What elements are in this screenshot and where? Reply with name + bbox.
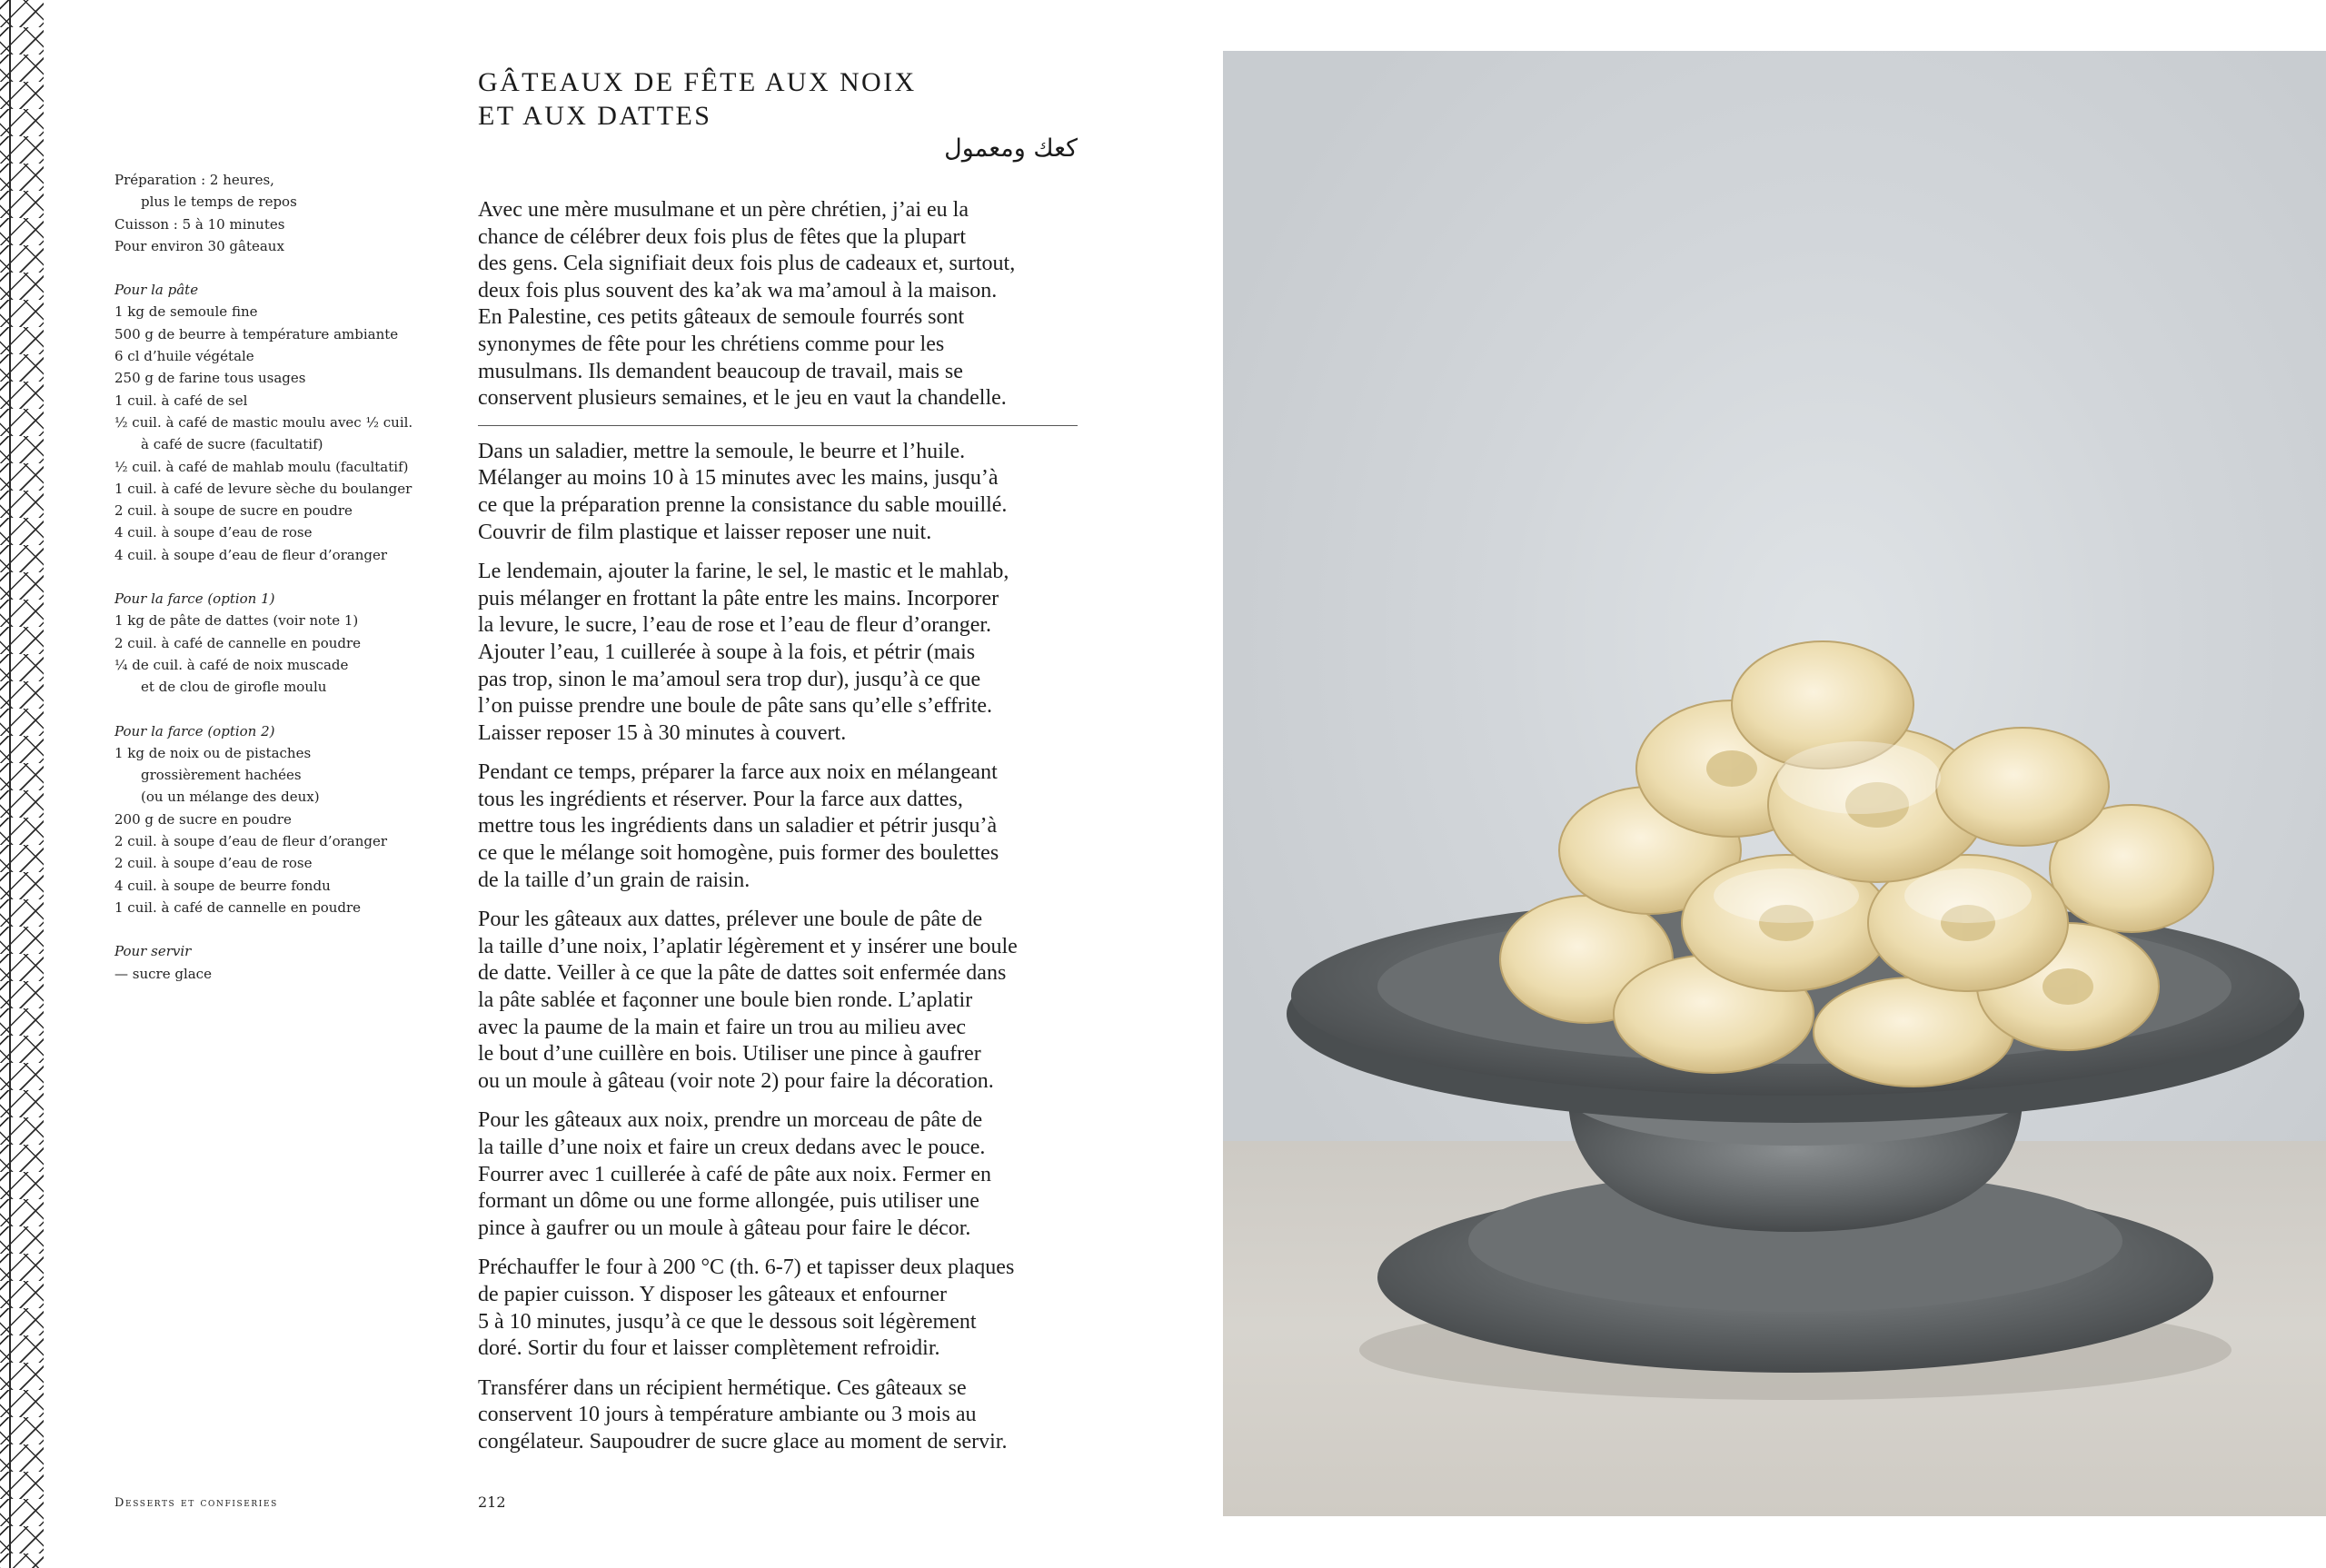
- intro-line: chance de célébrer deux fois plus de fêtes que la plupart: [478, 224, 967, 249]
- method-line: de datte. Veiller à ce que la pâte de dattes soit enfermée dans: [478, 961, 1007, 986]
- method-line: Mélanger au moins 10 à 15 minutes avec les mains, jusqu’à: [478, 466, 999, 491]
- method-line: Fourrer avec 1 cuillerée à café de pâte aux noix. Fermer en: [478, 1162, 992, 1186]
- ingredient-line: — sucre glace: [114, 965, 212, 982]
- intro-line: Avec une mère musulmane et un père chrétien, j’ai eu la: [478, 198, 969, 222]
- pewter-stand-with-cookies: [1223, 51, 2326, 1516]
- ingredient-line: 4 cuil. à soupe de beurre fondu: [114, 877, 331, 894]
- group-spacer: [114, 257, 423, 279]
- method-line: congélateur. Saupoudrer de sucre glace au moment de servir.: [478, 1429, 1008, 1454]
- method-line: avec la paume de la main et faire un trou au milieu avec: [478, 1015, 967, 1039]
- ingredient-line: 1 cuil. à café de levure sèche du boulanger: [114, 480, 413, 497]
- ingredient-line: 2 cuil. à soupe d’eau de rose: [114, 855, 313, 872]
- method-step: [478, 907, 1078, 1095]
- ingredient-group-heading: Pour servir: [114, 943, 192, 960]
- ingredient-group-heading: Pour la farce (option 1): [114, 590, 275, 608]
- recipe-title: [478, 65, 1078, 133]
- ingredient-line: ¼ de cuil. à café de noix muscade: [114, 656, 349, 673]
- ingredient-line: 2 cuil. à soupe d’eau de fleur d’oranger: [114, 833, 388, 850]
- yield: Pour environ 30 gâteaux: [114, 237, 284, 254]
- ingredient-line: 1 kg de noix ou de pistaches: [114, 744, 312, 761]
- intro-line: musulmans. Ils demandent beaucoup de travail, mais se: [478, 359, 963, 383]
- ingredient-line: 4 cuil. à soupe d’eau de rose: [114, 524, 313, 541]
- decorative-border: [0, 0, 44, 1568]
- ingredient-line: 500 g de beurre à température ambiante: [114, 325, 399, 342]
- method-line: ou un moule à gâteau (voir note 2) pour faire la décoration.: [478, 1068, 994, 1093]
- recipe-title-arabic: كعك ومعمول: [944, 134, 1078, 163]
- ingredient-line: 4 cuil. à soupe d’eau de fleur d’oranger: [114, 546, 388, 563]
- method-line: mettre tous les ingrédients dans un saladier et pétrir jusqu’à: [478, 814, 998, 839]
- ingredient-line: ½ cuil. à café de mahlab moulu (facultatif): [114, 458, 409, 475]
- recipe-body: [478, 197, 1078, 1469]
- method-line: Transférer dans un récipient hermétique. Ces gâteaux se: [478, 1375, 967, 1400]
- method-line: la taille d’une noix et faire un creux dedans avec le pouce.: [478, 1136, 986, 1159]
- decorative-border-spine: [9, 0, 11, 1568]
- method-line: puis mélanger en frottant la pâte entre les mains. Incorporer: [478, 586, 999, 610]
- intro-line: deux fois plus souvent des ka’ak wa ma’amoul à la maison.: [478, 278, 998, 303]
- group-spacer: [114, 566, 423, 588]
- method-line: le bout d’une cuillère en bois. Utiliser une pince à gaufrer: [478, 1042, 981, 1067]
- method-line: tous les ingrédients et réserver. Pour la farce aux dattes,: [478, 787, 963, 811]
- method-line: l’on puisse prendre une boule de pâte sans qu’elle s’effrite.: [478, 694, 993, 719]
- recipe-title-line-1: GÂTEAUX DE FÊTE AUX NOIX: [478, 67, 917, 97]
- ingredient-group-heading: Pour la pâte: [114, 282, 199, 299]
- method-line: Laisser reposer 15 à 30 minutes à couvert.: [478, 720, 847, 745]
- ingredient-line: ½ cuil. à café de mastic moulu avec ½ cuil.: [114, 413, 413, 431]
- method-step: [478, 1375, 1078, 1456]
- recipe-title-line-2: ET AUX DATTES: [478, 101, 712, 131]
- method-line: Pendant ce temps, préparer la farce aux noix en mélangeant: [478, 760, 998, 785]
- intro-paragraph: [478, 197, 1078, 412]
- section-divider: [478, 425, 1078, 426]
- ingredient-line: grossièrement hachées: [141, 767, 302, 784]
- ingredient-line: à café de sucre (facultatif): [141, 436, 323, 453]
- method-line: doré. Sortir du four et laisser complètement refroidir.: [478, 1336, 940, 1361]
- ingredient-line: 200 g de sucre en poudre: [114, 810, 292, 828]
- method-line: 5 à 10 minutes, jusqu’à ce que le dessous soit légèrement: [478, 1309, 977, 1334]
- ingredient-line: 250 g de farine tous usages: [114, 370, 306, 387]
- intro-line: synonymes de fête pour les chrétiens comme pour les: [478, 332, 945, 356]
- method-line: Dans un saladier, mettre la semoule, le beurre et l’huile.: [478, 439, 966, 463]
- cookies: [1500, 641, 2213, 1087]
- method-line: Pour les gâteaux aux dattes, prélever une boule de pâte de: [478, 908, 983, 932]
- method-step: [478, 439, 1078, 546]
- method-line: ce que le mélange soit homogène, puis former des boulettes: [478, 841, 999, 866]
- ingredient-line: 6 cl d’huile végétale: [114, 348, 254, 365]
- ingredients-sidebar: [114, 169, 423, 985]
- method-step: [478, 559, 1078, 747]
- method-step: [478, 1107, 1078, 1242]
- method-line: pas trop, sinon le ma’amoul sera trop dur), jusqu’à ce que: [478, 667, 981, 691]
- ingredient-line: 1 kg de semoule fine: [114, 303, 258, 321]
- method-line: Le lendemain, ajouter la farine, le sel, le mastic et le mahlab,: [478, 560, 1009, 584]
- group-spacer: [114, 699, 423, 720]
- recipe-photo: [1223, 51, 2326, 1516]
- prep-time: Préparation : 2 heures,: [114, 172, 274, 188]
- method-line: ce que la préparation prenne la consistance du sable mouillé.: [478, 492, 1008, 517]
- method-line: formant un dôme ou une forme allongée, puis utiliser une: [478, 1189, 979, 1214]
- method-line: la taille d’une noix, l’aplatir légèrement et y insérer une boule: [478, 934, 1018, 958]
- group-spacer: [114, 918, 423, 940]
- section-name: Desserts et confiseries: [114, 1496, 278, 1510]
- page-number: 212: [478, 1494, 506, 1511]
- method-line: Préchauffer le four à 200 °C (th. 6-7) et tapisser deux plaques: [478, 1255, 1015, 1280]
- ingredient-line: 1 cuil. à café de sel: [114, 392, 248, 409]
- ingredient-groups: [114, 257, 423, 985]
- method-line: pince à gaufrer ou un moule à gâteau pour faire le décor.: [478, 1216, 971, 1240]
- ingredient-line: (ou un mélange des deux): [141, 789, 320, 806]
- method-step: [478, 1255, 1078, 1362]
- method-line: Couvrir de film plastique et laisser reposer une nuit.: [478, 520, 932, 544]
- method-steps: [478, 439, 1078, 1456]
- ingredient-line: et de clou de girofle moulu: [141, 679, 327, 696]
- ingredient-line: 1 cuil. à café de cannelle en poudre: [114, 898, 362, 916]
- ingredient-line: 2 cuil. à café de cannelle en poudre: [114, 634, 362, 651]
- method-line: de papier cuisson. Y disposer les gâteaux et enfourner: [478, 1282, 948, 1306]
- intro-line: des gens. Cela signifiait deux fois plus de cadeaux et, surtout,: [478, 252, 1016, 276]
- method-step: [478, 759, 1078, 894]
- cook-time: Cuisson : 5 à 10 minutes: [114, 215, 285, 233]
- prep-time-extra: plus le temps de repos: [141, 194, 297, 211]
- ingredient-group-heading: Pour la farce (option 2): [114, 722, 275, 739]
- method-line: la pâte sablée et façonner une boule bien ronde. L’aplatir: [478, 988, 973, 1013]
- method-line: conservent 10 jours à température ambiante ou 3 mois au: [478, 1403, 977, 1427]
- intro-line: conservent plusieurs semaines, et le jeu en vaut la chandelle.: [478, 386, 1007, 411]
- method-line: de la taille d’un grain de raisin.: [478, 868, 750, 892]
- intro-line: En Palestine, ces petits gâteaux de semoule fourrés sont: [478, 305, 965, 330]
- method-line: la levure, le sucre, l’eau de rose et l’eau de fleur d’oranger.: [478, 613, 992, 638]
- ingredient-line: 1 kg de pâte de dattes (voir note 1): [114, 612, 359, 630]
- method-line: Ajouter l’eau, 1 cuillerée à soupe à la fois, et pétrir (mais: [478, 640, 976, 664]
- method-line: Pour les gâteaux aux noix, prendre un morceau de pâte de: [478, 1108, 983, 1133]
- ingredient-line: 2 cuil. à soupe de sucre en poudre: [114, 502, 353, 520]
